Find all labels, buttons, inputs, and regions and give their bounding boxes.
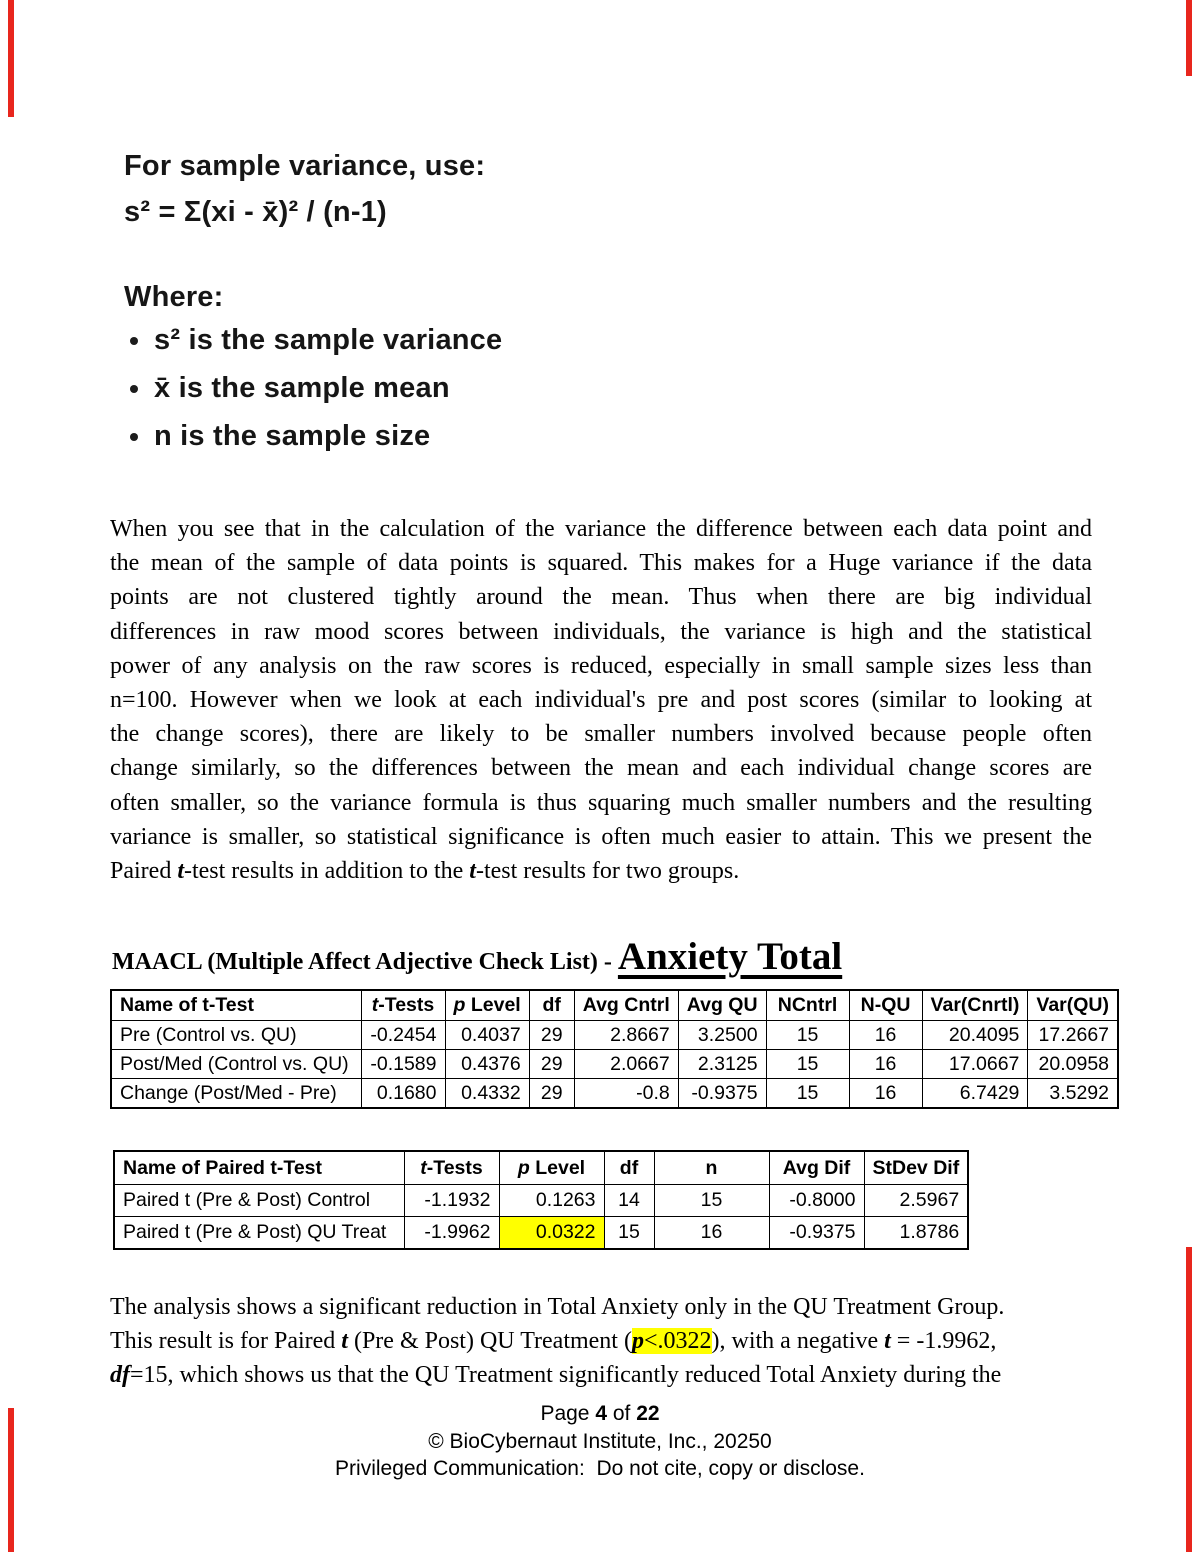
table-header-cell <box>445 990 529 1021</box>
table-cell: -0.8000 <box>769 1185 864 1217</box>
paragraph-line <box>110 1358 1092 1392</box>
paragraph-line <box>110 786 1092 820</box>
text-segment: df <box>619 1156 639 1179</box>
table-cell: 15 <box>604 1217 654 1250</box>
formula-bullet-list <box>130 316 780 460</box>
table-header-cell <box>654 1151 769 1185</box>
table-header-cell <box>529 990 574 1021</box>
text-segment: Level <box>465 994 521 1016</box>
text-segment: =15, which shows us that the QU Treatment significantly reduced Total Anxiety during the <box>130 1362 1002 1389</box>
paired-t-test-table-container <box>113 1150 969 1250</box>
bullet-dot-icon <box>130 385 138 393</box>
paragraph-line <box>110 683 1092 717</box>
text-segment: p <box>631 1328 644 1355</box>
text-segment: Avg Cntrl <box>582 994 670 1016</box>
table-cell: 0.4376 <box>445 1050 529 1079</box>
bullet-text: n is the sample size <box>154 419 431 452</box>
table-cell: 1.8786 <box>864 1217 968 1250</box>
table-cell: 2.3125 <box>678 1050 766 1079</box>
text-segment: NCntrl <box>777 994 838 1016</box>
text-segment: Paired <box>110 858 178 885</box>
paragraph-line <box>110 580 1092 614</box>
text-segment: Level <box>529 1156 586 1179</box>
table-cell: 6.7429 <box>922 1079 1028 1109</box>
bullet-item <box>130 364 780 412</box>
section-heading <box>112 934 842 988</box>
text-segment: When you see that in the calculation of the variance the difference between each data point and <box>110 516 1092 542</box>
paragraph-line <box>110 615 1092 649</box>
text-segment: Avg QU <box>686 994 758 1016</box>
table-cell: -0.8 <box>574 1079 678 1109</box>
paragraph-line <box>110 820 1092 854</box>
paragraph-line <box>110 649 1092 683</box>
table-cell: 15 <box>766 1050 849 1079</box>
table-cell: 16 <box>849 1079 922 1109</box>
bullet-dot-icon <box>130 337 138 345</box>
table-header-cell <box>1028 990 1118 1021</box>
text-segment: This result is for Paired <box>110 1328 342 1355</box>
formula-intro: For sample variance, use: <box>124 150 486 182</box>
text-segment: t <box>177 858 184 885</box>
text-segment: -Tests <box>426 1156 483 1179</box>
table-cell: 0.4037 <box>445 1021 529 1050</box>
bullet-text: x̄ is the sample mean <box>154 371 450 404</box>
table-cell: 0.1680 <box>361 1079 445 1109</box>
table-header-cell <box>922 990 1028 1021</box>
table-cell: 16 <box>654 1217 769 1250</box>
table-cell: 2.0667 <box>574 1050 678 1079</box>
text-segment: = -1.9962, <box>890 1328 997 1355</box>
page-footer <box>0 1400 1200 1483</box>
privileged-line: Privileged Communication: Do not cite, copy or disclose. <box>335 1457 865 1480</box>
text-segment: the mean of the sample of data points is squared. This makes for a Huge variance if the data <box>110 550 1092 577</box>
table-cell: Change (Post/Med - Pre) <box>111 1079 361 1109</box>
data-table <box>110 989 1119 1109</box>
table-header-cell <box>111 990 361 1021</box>
table-cell: -1.1932 <box>404 1185 499 1217</box>
t-test-table <box>110 989 1119 1109</box>
text-segment: df <box>542 994 561 1016</box>
text-segment: StDev Dif <box>872 1156 960 1179</box>
text-segment: -test results in addition to the <box>183 858 470 885</box>
table-cell: Post/Med (Control vs. QU) <box>111 1050 361 1079</box>
bullet-text: s² is the sample variance <box>154 323 503 356</box>
text-segment: Name of Paired t-Test <box>123 1156 323 1179</box>
text-segment: variance is smaller, so statistical significance is often much easier to attain. This we present the <box>110 823 1092 850</box>
table-cell: 15 <box>654 1185 769 1217</box>
red-edge-marker-top-left <box>8 0 14 117</box>
table-cell: -1.9962 <box>404 1217 499 1250</box>
table-header-cell <box>769 1151 864 1185</box>
table-header-cell <box>604 1151 654 1185</box>
text-segment: t <box>884 1328 891 1355</box>
t-test-table-container <box>110 989 1119 1109</box>
text-segment: often smaller, so the variance formula is thus squaring much smaller numbers and the resulting <box>110 789 1092 816</box>
table-row <box>114 1185 968 1217</box>
table-cell: 0.0322 <box>499 1217 604 1250</box>
text-segment: n=100. However when we look at each individual's pre and post scores (similar to looking at <box>110 687 1092 714</box>
data-table <box>113 1150 969 1250</box>
text-segment: p <box>517 1156 530 1179</box>
table-cell: 29 <box>529 1050 574 1079</box>
bullet-dot-icon <box>130 433 138 441</box>
table-cell: 2.5967 <box>864 1185 968 1217</box>
text-segment: ), with a negative <box>711 1328 885 1355</box>
text-segment: The analysis shows a significant reduction in Total Anxiety only in the QU Treatment Group. <box>110 1294 1005 1320</box>
paragraph-line <box>110 717 1092 751</box>
table-header-cell <box>404 1151 499 1185</box>
paragraph-line <box>110 546 1092 580</box>
table-header-cell <box>864 1151 968 1185</box>
heading-anxiety-total: Anxiety Total <box>617 935 843 978</box>
text-segment: df <box>110 1362 130 1389</box>
text-segment: of <box>607 1402 637 1425</box>
paragraph-line <box>110 512 1092 546</box>
text-segment: Var(Cnrtl) <box>930 994 1020 1016</box>
table-cell: 14 <box>604 1185 654 1217</box>
text-segment: n <box>705 1156 718 1179</box>
table-cell: 20.0958 <box>1028 1050 1118 1079</box>
text-segment: t <box>469 858 476 885</box>
bullet-item <box>130 316 780 364</box>
table-row <box>111 1021 1118 1050</box>
text-segment: the change scores), there are likely to be smaller numbers involved because people often <box>110 721 1092 748</box>
paragraph-line <box>110 1290 1092 1324</box>
table-cell: 29 <box>529 1021 574 1050</box>
table-cell: 29 <box>529 1079 574 1109</box>
text-segment: power of any analysis on the raw scores is reduced, especially in small sample sizes less than <box>110 652 1092 679</box>
bullet-item <box>130 412 780 460</box>
table-row <box>111 1079 1118 1109</box>
text-segment: differences in raw mood scores between individuals, the variance is high and the statistical <box>110 618 1092 645</box>
text-segment: change similarly, so the differences between the mean and each individual change scores are <box>110 755 1092 782</box>
table-header-cell <box>114 1151 404 1185</box>
table-cell: Paired t (Pre & Post) QU Treat <box>114 1217 404 1250</box>
text-segment: t <box>341 1328 348 1355</box>
red-edge-marker-top-right <box>1186 0 1192 76</box>
text-segment: N-QU <box>860 994 911 1016</box>
table-header-cell <box>766 990 849 1021</box>
text-segment: -test results for two groups. <box>475 858 740 885</box>
table-cell: 16 <box>849 1050 922 1079</box>
table-row <box>111 1050 1118 1079</box>
text-segment: Page <box>540 1402 596 1425</box>
table-cell: -0.1589 <box>361 1050 445 1079</box>
table-cell: Pre (Control vs. QU) <box>111 1021 361 1050</box>
text-segment: Name of t-Test <box>120 994 254 1016</box>
text-segment: (Pre & Post) QU Treatment ( <box>347 1328 632 1355</box>
text-segment: Avg Dif <box>782 1156 851 1179</box>
variance-formula: s² = Σ(xi - x̄)² / (n-1) <box>124 196 387 228</box>
table-cell: 0.1263 <box>499 1185 604 1217</box>
table-header-cell <box>361 990 445 1021</box>
text-segment: <.0322 <box>643 1328 712 1355</box>
table-cell: -0.9375 <box>678 1079 766 1109</box>
page-number-line <box>0 1400 1200 1428</box>
table-cell: -0.2454 <box>361 1021 445 1050</box>
table-cell: -0.9375 <box>769 1217 864 1250</box>
analysis-paragraph <box>110 1290 1092 1393</box>
heading-prefix: MAACL (Multiple Affect Adjective Check List) - <box>112 949 618 975</box>
where-label: Where: <box>124 281 224 313</box>
table-row <box>114 1217 968 1250</box>
table-cell: 20.4095 <box>922 1021 1028 1050</box>
table-header-cell <box>574 990 678 1021</box>
text-segment: 4 <box>595 1402 608 1425</box>
paragraph-line <box>110 1324 1092 1358</box>
variance-explanation-paragraph <box>110 512 1092 888</box>
table-cell: 16 <box>849 1021 922 1050</box>
table-cell: 2.8667 <box>574 1021 678 1050</box>
table-header-cell <box>849 990 922 1021</box>
table-cell: 15 <box>766 1079 849 1109</box>
paragraph-line <box>110 854 1092 888</box>
table-cell: 3.5292 <box>1028 1079 1118 1109</box>
paired-t-test-table <box>113 1150 969 1250</box>
text-segment: points are not clustered tightly around the mean. Thus when there are big individual <box>110 584 1092 611</box>
text-segment: t <box>420 1156 427 1179</box>
text-segment: 22 <box>636 1402 660 1425</box>
table-cell: 0.4332 <box>445 1079 529 1109</box>
text-segment: Var(QU) <box>1036 994 1110 1016</box>
table-header-cell <box>678 990 766 1021</box>
text-segment: t <box>371 994 379 1016</box>
table-cell: 17.2667 <box>1028 1021 1118 1050</box>
table-cell: Paired t (Pre & Post) Control <box>114 1185 404 1217</box>
copyright-line: © BioCybernaut Institute, Inc., 20250 <box>428 1429 772 1453</box>
paragraph-line <box>110 751 1092 785</box>
text-segment: -Tests <box>378 994 435 1016</box>
table-cell: 17.0667 <box>922 1050 1028 1079</box>
table-header-cell <box>499 1151 604 1185</box>
table-cell: 15 <box>766 1021 849 1050</box>
table-cell: 3.2500 <box>678 1021 766 1050</box>
text-segment: p <box>453 994 466 1016</box>
